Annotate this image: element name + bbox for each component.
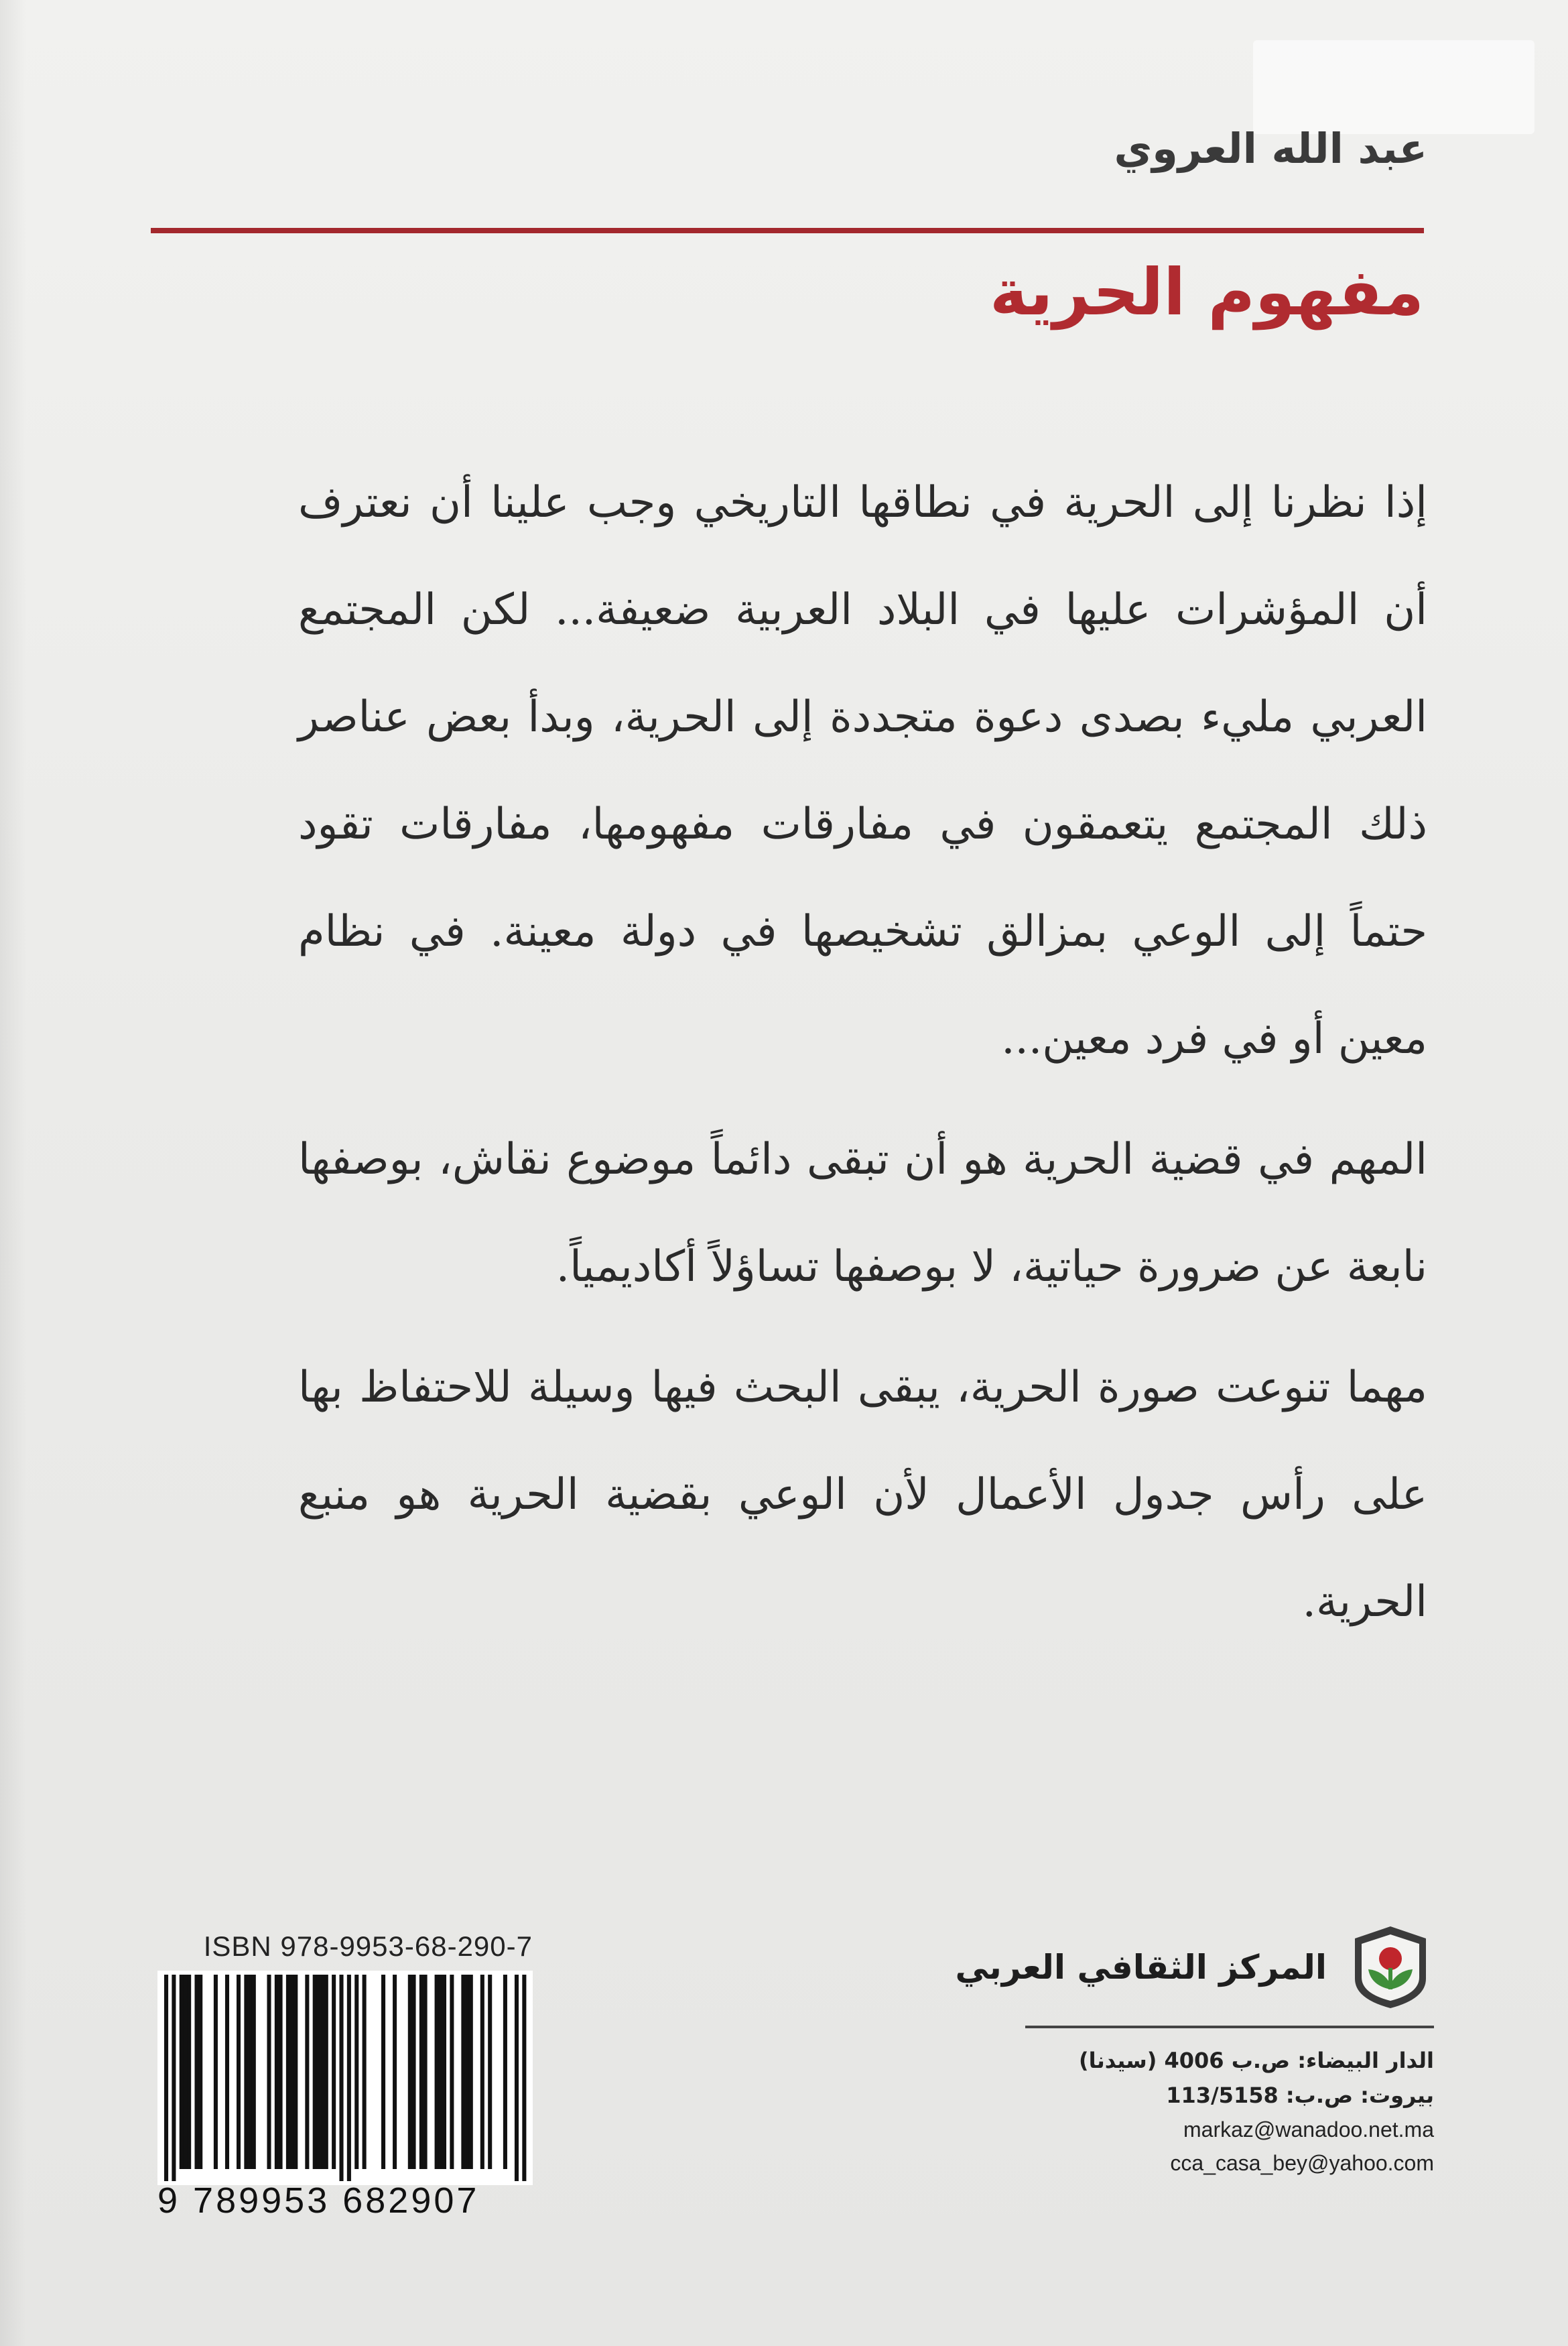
blurb-paragraph-1: إذا نظرنا إلى الحرية في نطاقها التاريخي وجب علينا أن نعترف أن المؤشرات عليها في البلاد العربية ضعيفة... لكن المجتمع العربي مليء بصدى دعوة متجددة إلى الحرية، وبدأ بعض عناصر ذلك المجتمع يتعمقون في مفارقات مفهومها، مفارقات تقود حتماً إلى الوعي بمزالق تشخيصها في دولة معينة. في نظام معين أو في فرد معين... bbox=[298, 478, 1428, 1064]
barcode-bar bbox=[465, 1975, 469, 2169]
barcode-bar bbox=[214, 1975, 218, 2169]
barcode-bar bbox=[411, 1975, 415, 2169]
barcode-bar bbox=[198, 1975, 202, 2169]
barcode-bar bbox=[324, 1975, 328, 2169]
barcode-digits: 9 789953 682907 bbox=[157, 2180, 480, 2221]
barcode-bar bbox=[522, 1975, 526, 2181]
beirut-address: بيروت: ص.ب: 113/5158 bbox=[1166, 2083, 1434, 2108]
isbn-text: ISBN 978-9953-68-290-7 bbox=[203, 1930, 533, 1962]
barcode-bar bbox=[248, 1975, 252, 2169]
barcode-bar bbox=[286, 1975, 290, 2169]
barcode-bar bbox=[183, 1975, 187, 2169]
barcode-bar bbox=[225, 1975, 229, 2169]
barcode-bar bbox=[164, 1975, 168, 2181]
publisher-email-2: cca_casa_bey@yahoo.com bbox=[1170, 2151, 1434, 2175]
barcode-bar bbox=[194, 1975, 198, 2169]
publisher-divider bbox=[1025, 2026, 1434, 2028]
barcode-bar bbox=[469, 1975, 473, 2169]
barcode-bar bbox=[488, 1975, 492, 2169]
casablanca-address: الدار البيضاء: ص.ب 4006 (سيدنا) bbox=[1079, 2048, 1434, 2073]
barcode-bar bbox=[515, 1975, 519, 2181]
barcode-bar bbox=[275, 1975, 279, 2169]
barcode-bar bbox=[442, 1975, 446, 2169]
barcode-bar bbox=[316, 1975, 320, 2169]
publisher-logo-icon bbox=[1347, 1924, 1434, 2011]
book-title: مفهوم الحرية bbox=[990, 255, 1424, 330]
price-sticker-residue bbox=[1253, 40, 1534, 134]
barcode-bar bbox=[408, 1975, 412, 2169]
header-divider bbox=[151, 228, 1424, 233]
barcode-bar bbox=[172, 1975, 176, 2181]
barcode-bar bbox=[480, 1975, 484, 2169]
barcode-bar bbox=[187, 1975, 191, 2169]
publisher-name: المركز الثقافي العربي bbox=[955, 1948, 1327, 1987]
blurb-paragraph-3: مهما تنوعت صورة الحرية، يبقى البحث فيها وسيلة للاحتفاظ بها على رأس جدول الأعمال لأن الوعي بقضية الحرية هو منبع الحرية. bbox=[298, 1363, 1427, 1627]
barcode-bar bbox=[438, 1975, 442, 2169]
publisher-block bbox=[955, 1924, 1434, 2180]
barcode-bar bbox=[503, 1975, 507, 2169]
barcode-bar bbox=[252, 1975, 256, 2169]
back-cover-blurb bbox=[298, 449, 1427, 1656]
barcode-bar bbox=[363, 1975, 367, 2169]
barcode-bar bbox=[423, 1975, 428, 2169]
barcode-bars bbox=[157, 1971, 533, 2185]
barcode-bar bbox=[293, 1975, 298, 2169]
barcode-block bbox=[157, 1930, 533, 2221]
page-edge-shadow bbox=[0, 0, 27, 2346]
barcode-bar bbox=[305, 1975, 309, 2169]
barcode-bar bbox=[461, 1975, 465, 2169]
barcode-bar bbox=[381, 1975, 385, 2169]
barcode-bar bbox=[290, 1975, 294, 2169]
publisher-email-1: markaz@wanadoo.net.ma bbox=[1183, 2117, 1434, 2142]
blurb-paragraph-2: المهم في قضية الحرية هو أن تبقى دائماً موضوع نقاش، بوصفها نابعة عن ضرورة حياتية، لا بوصفها تساؤلاً أكاديمياً. bbox=[298, 1135, 1427, 1292]
barcode-bar bbox=[267, 1975, 271, 2169]
barcode-bar bbox=[332, 1975, 336, 2169]
barcode-bar bbox=[393, 1975, 397, 2169]
barcode-bar bbox=[354, 1975, 358, 2169]
barcode-bar bbox=[279, 1975, 283, 2169]
barcode-bar bbox=[180, 1975, 184, 2169]
barcode-bar bbox=[419, 1975, 423, 2169]
publisher-header bbox=[955, 1924, 1434, 2011]
barcode-bar bbox=[339, 1975, 343, 2181]
barcode-bar bbox=[435, 1975, 439, 2169]
barcode-bar bbox=[450, 1975, 454, 2169]
barcode-bar bbox=[237, 1975, 241, 2169]
barcode-bar bbox=[313, 1975, 317, 2169]
barcode-bar bbox=[320, 1975, 324, 2169]
author-name: عبد الله العروي bbox=[1114, 124, 1427, 173]
barcode-bar bbox=[347, 1975, 351, 2181]
barcode-bar bbox=[244, 1975, 248, 2169]
